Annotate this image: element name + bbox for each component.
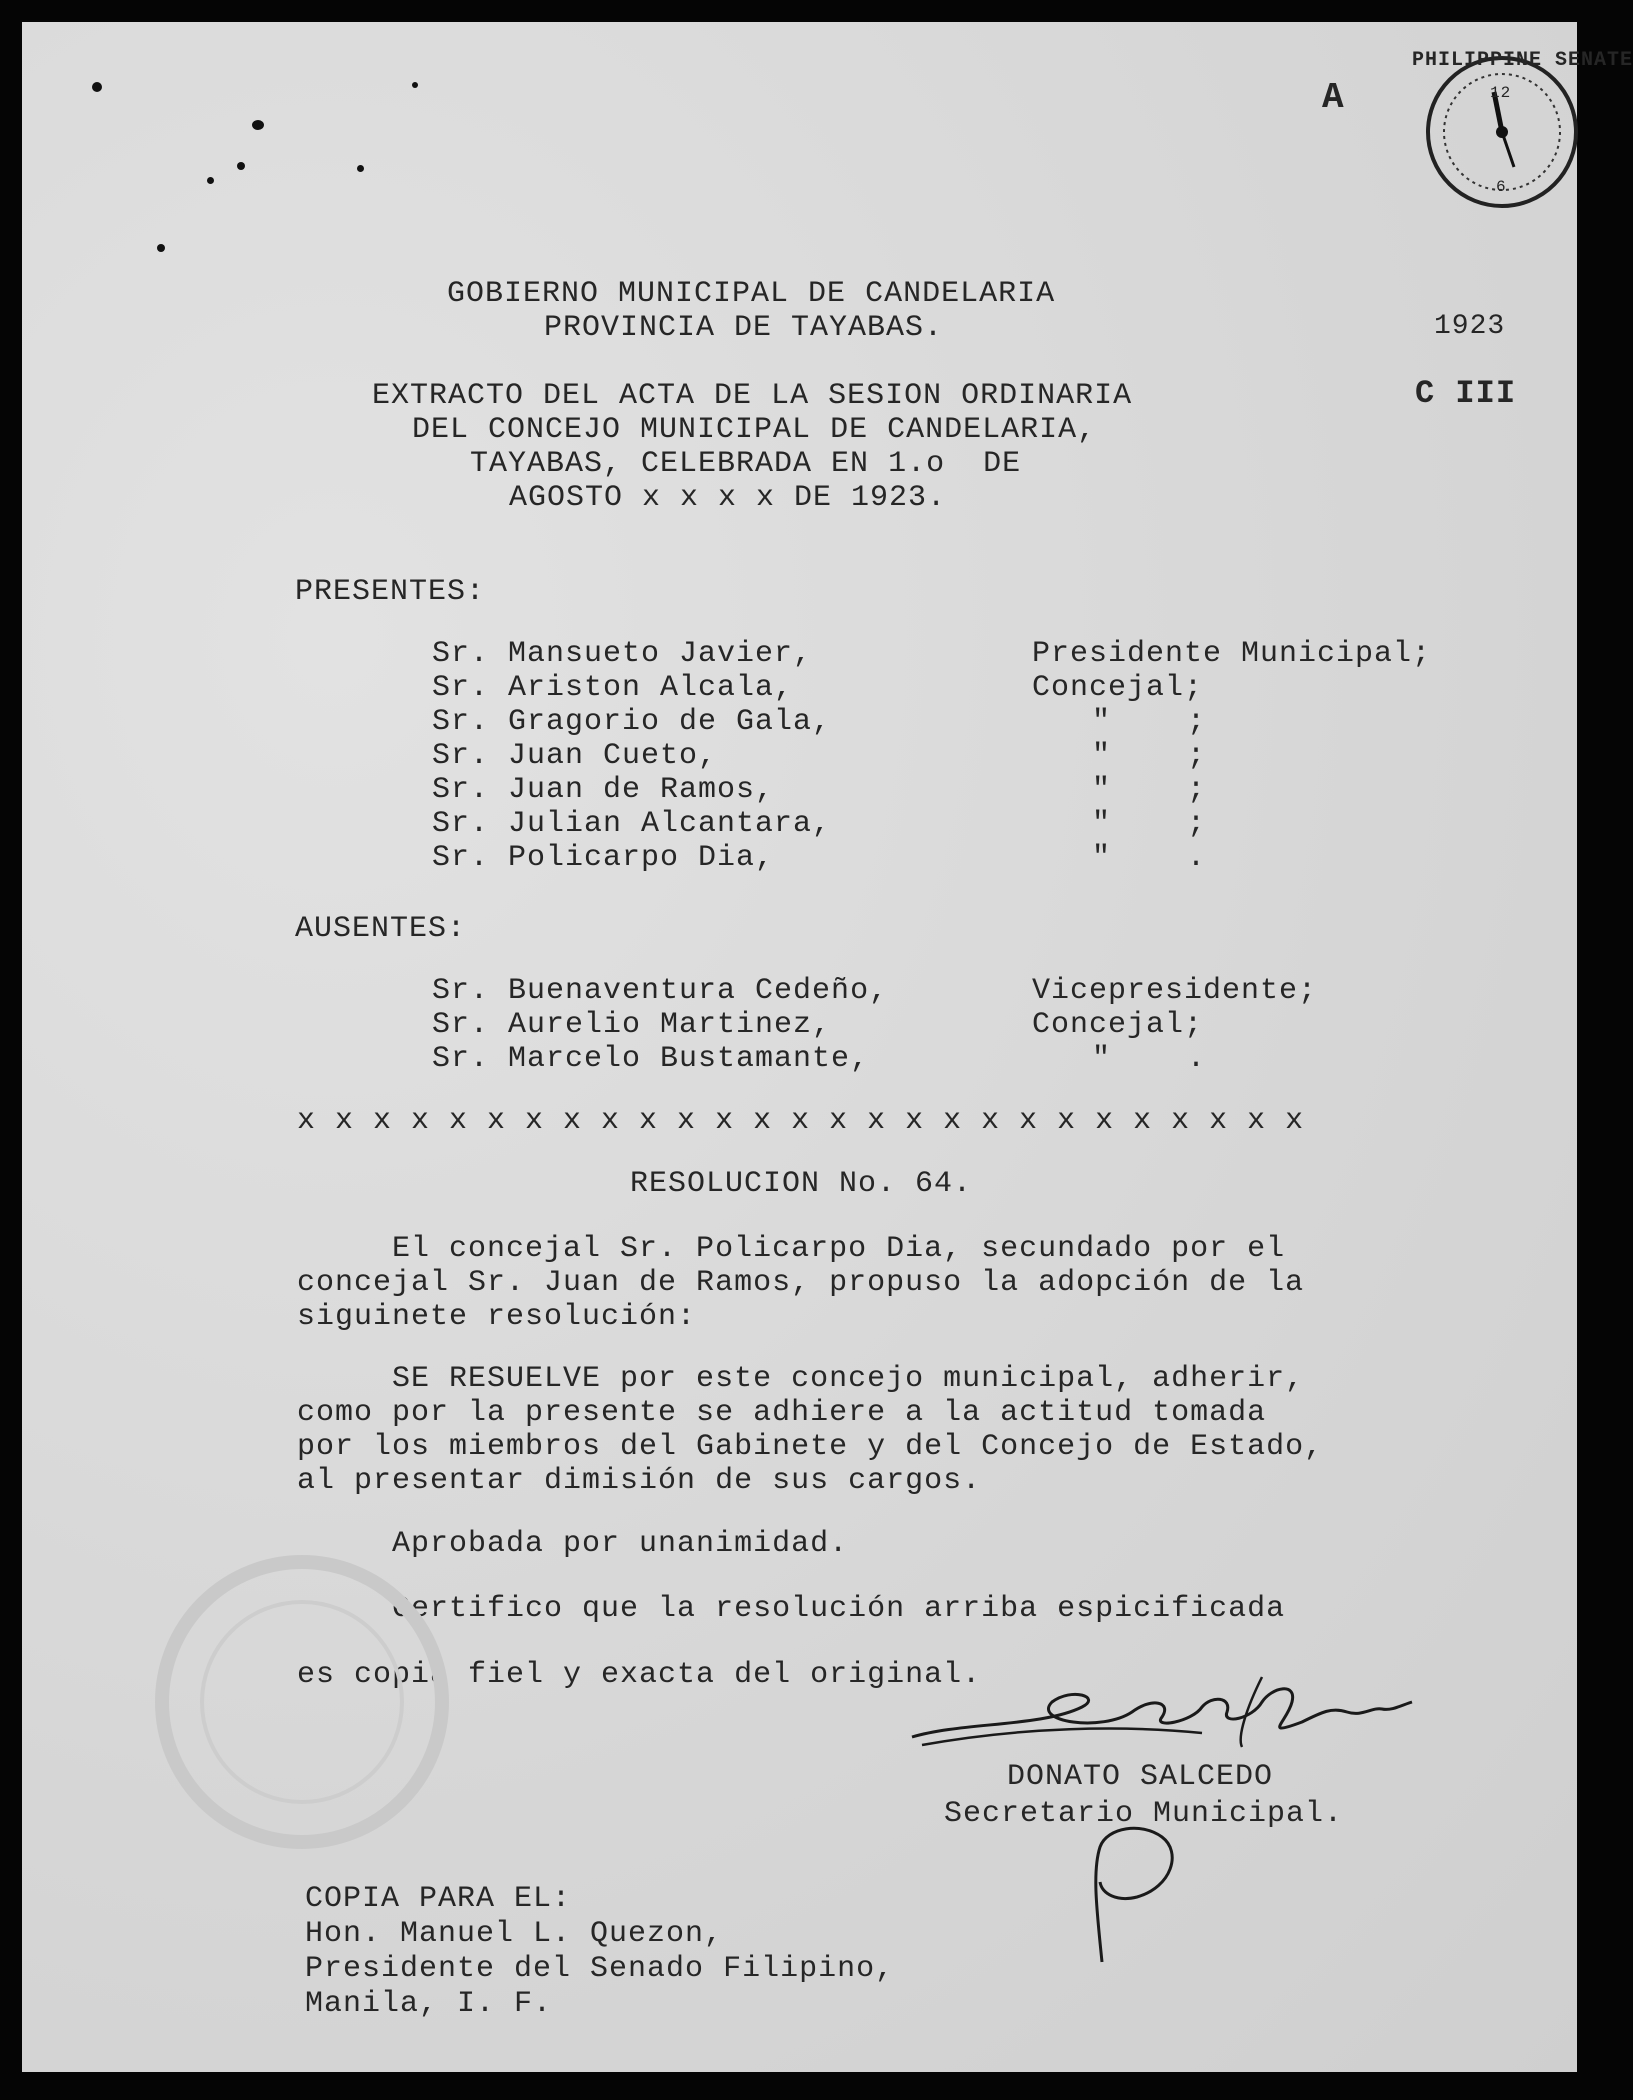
document-page	[22, 22, 1633, 2072]
copy-to-line: Hon. Manuel L. Quezon,	[305, 1917, 724, 1951]
certify-line: es copia fiel y exacta del original.	[297, 1658, 982, 1692]
extract-line-3: TAYABAS, CELEBRADA EN 1.o DE	[470, 447, 1022, 481]
ausente-role: Concejal;	[1032, 1008, 1204, 1042]
presente-role: " ;	[1092, 807, 1207, 841]
speck	[412, 82, 418, 88]
resolution-intro-line: siguinete resolución:	[297, 1300, 697, 1334]
ausentes-heading: AUSENTES:	[295, 912, 467, 946]
extract-line-2: DEL CONCEJO MUNICIPAL DE CANDELARIA,	[412, 413, 1097, 447]
ausente-name: Sr. Buenaventura Cedeño,	[432, 974, 889, 1008]
presentes-heading: PRESENTES:	[295, 575, 486, 609]
presente-role: " ;	[1092, 773, 1207, 807]
handwritten-signature	[902, 1667, 1422, 1757]
stamp-code: C III	[1415, 375, 1517, 412]
resolution-body-line: SE RESUELVE por este concejo municipal, adherir,	[297, 1362, 1305, 1396]
faint-seal	[152, 1552, 452, 1852]
handwritten-initial	[1082, 1812, 1192, 1972]
certify-line: Certifico que la resolución arriba espicificada	[297, 1592, 1286, 1626]
presente-role: " ;	[1092, 705, 1207, 739]
resolution-intro-line: El concejal Sr. Policarpo Dia, secundado por el	[297, 1232, 1286, 1266]
stamp-year: 1923	[1434, 311, 1506, 342]
speck	[207, 177, 214, 184]
presente-name: Sr. Policarpo Dia,	[432, 841, 775, 875]
ausente-name: Sr. Marcelo Bustamante,	[432, 1042, 870, 1076]
speck	[92, 82, 102, 92]
copy-to-line: Manila, I. F.	[305, 1987, 553, 2021]
corner-mark: A	[1322, 77, 1344, 118]
presente-role: " ;	[1092, 739, 1207, 773]
signature-name: DONATO SALCEDO	[1007, 1760, 1274, 1794]
speck	[237, 162, 245, 170]
presente-role: Concejal;	[1032, 671, 1204, 705]
resolution-title: RESOLUCION No. 64.	[630, 1167, 973, 1201]
presente-role: Presidente Municipal;	[1032, 637, 1432, 671]
ausente-name: Sr. Aurelio Martinez,	[432, 1008, 832, 1042]
speck	[357, 165, 364, 172]
resolution-body-line: al presentar dimisión de sus cargos.	[297, 1464, 982, 1498]
approval-line: Aprobada por unanimidad.	[297, 1527, 849, 1561]
senate-stamp	[1412, 49, 1633, 212]
resolution-body-line: por los miembros del Gabinete y del Concejo de Estado,	[297, 1430, 1324, 1464]
header-line-1: GOBIERNO MUNICIPAL DE CANDELARIA	[447, 277, 1056, 311]
ausente-role: Vicepresidente;	[1032, 974, 1318, 1008]
copy-to-line: Presidente del Senado Filipino,	[305, 1952, 895, 1986]
stamp-text: PHILIPPINE SENATE	[1412, 49, 1633, 72]
copy-to-heading: COPIA PARA EL:	[305, 1882, 572, 1916]
resolution-intro-line: concejal Sr. Juan de Ramos, propuso la adopción de la	[297, 1266, 1305, 1300]
presente-role: " .	[1092, 841, 1207, 875]
separator-line: x x x x x x x x x x x x x x x x x x x x x x x x x x x	[297, 1104, 1305, 1138]
header-line-2: PROVINCIA DE TAYABAS.	[544, 311, 944, 345]
presente-name: Sr. Gragorio de Gala,	[432, 705, 832, 739]
stamp-clock-6: 6	[1496, 178, 1507, 196]
extract-line-1: EXTRACTO DEL ACTA DE LA SESION ORDINARIA	[372, 379, 1133, 413]
speck	[157, 244, 165, 252]
extract-line-4: AGOSTO x x x x DE 1923.	[509, 481, 947, 515]
ausente-role: " .	[1092, 1042, 1207, 1076]
presente-name: Sr. Juan de Ramos,	[432, 773, 775, 807]
presente-name: Sr. Ariston Alcala,	[432, 671, 794, 705]
resolution-body-line: como por la presente se adhiere a la actitud tomada	[297, 1396, 1267, 1430]
presente-name: Sr. Julian Alcantara,	[432, 807, 832, 841]
presente-name: Sr. Mansueto Javier,	[432, 637, 813, 671]
speck	[252, 120, 264, 130]
signature-title: Secretario Municipal.	[944, 1797, 1344, 1831]
presente-name: Sr. Juan Cueto,	[432, 739, 718, 773]
stamp-clock-12: 12	[1490, 84, 1512, 102]
